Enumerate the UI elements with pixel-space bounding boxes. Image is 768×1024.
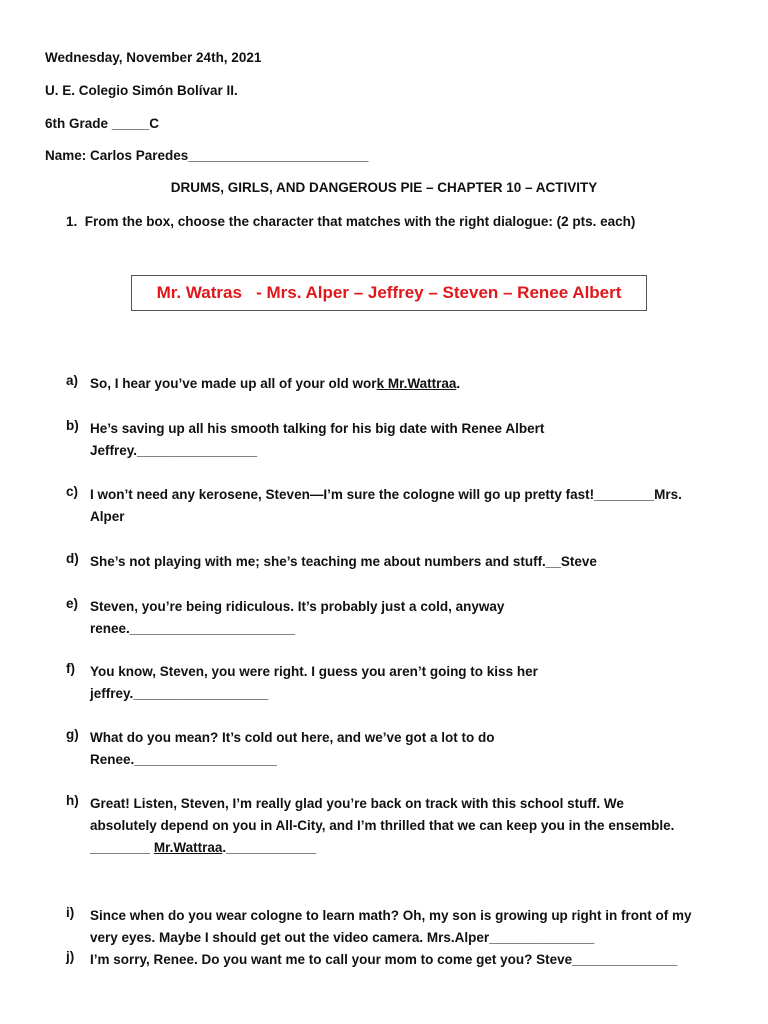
question-text: So, I hear you’ve made up all of your old wor xyxy=(90,376,377,391)
question-label: d) xyxy=(66,551,79,566)
question-text: She’s not playing with me; she’s teaching me about numbers and stuff.__Steve xyxy=(90,554,597,569)
question-text-2: absolutely depend on you in All-City, and I’m thrilled that we can keep you in the ensemble. xyxy=(90,818,675,833)
answer-line: Alper xyxy=(90,509,125,524)
question-text: I’m sorry, Renee. Do you want me to call your mom to come get you? Steve______________ xyxy=(90,952,678,967)
answer-line: renee.______________________ xyxy=(90,621,295,636)
answer-line: jeffrey.__________________ xyxy=(90,686,269,701)
question-c xyxy=(66,484,746,528)
question-label: c) xyxy=(66,484,79,499)
question-label: i) xyxy=(66,905,75,920)
answer-blank: ________ xyxy=(90,840,154,855)
school-line: U. E. Colegio Simón Bolívar II. xyxy=(45,83,238,98)
question-text: Great! Listen, Steven, I’m really glad you’re back on track with this school stuff. We xyxy=(90,796,624,811)
instruction-number: 1. xyxy=(66,214,78,229)
question-a xyxy=(66,373,746,395)
question-f xyxy=(66,661,746,705)
question-h xyxy=(66,793,746,859)
character-box: Mr. Watras - Mrs. Alper – Jeffrey – Steven – Renee Albert xyxy=(131,275,647,311)
question-g xyxy=(66,727,746,771)
question-label: h) xyxy=(66,793,79,808)
answer-underlined: Mr.Wattraa xyxy=(153,840,223,855)
question-label: b) xyxy=(66,418,79,433)
answer-line: very eyes. Maybe I should get out the video camera. Mrs.Alper______________ xyxy=(90,930,595,945)
question-text: I won’t need any kerosene, Steven—I’m sure the cologne will go up pretty fast!________Mrs. xyxy=(90,487,682,502)
question-j xyxy=(66,949,746,971)
question-b xyxy=(66,418,746,462)
question-label: e) xyxy=(66,596,79,611)
answer-underlined: k Mr.Wattraa xyxy=(376,376,457,391)
question-text: You know, Steven, you were right. I guess you aren’t going to kiss her xyxy=(90,664,538,679)
date-line: Wednesday, November 24th, 2021 xyxy=(45,50,262,65)
answer-line: Jeffrey.________________ xyxy=(90,443,258,458)
student-name-line: Name: Carlos Paredes________________________ xyxy=(45,148,369,163)
question-text: Since when do you wear cologne to learn math? Oh, my son is growing up right in front of my xyxy=(90,908,692,923)
question-e xyxy=(66,596,746,640)
question-label: f) xyxy=(66,661,75,676)
activity-title: DRUMS, GIRLS, AND DANGEROUS PIE – CHAPTER 10 – ACTIVITY xyxy=(170,180,598,195)
question-label: a) xyxy=(66,373,79,388)
question-text: He’s saving up all his smooth talking for his big date with Renee Albert xyxy=(90,421,545,436)
answer-line: Renee.___________________ xyxy=(90,752,277,767)
grade-line: 6th Grade _____C xyxy=(45,116,160,131)
question-d xyxy=(66,551,746,573)
question-text: What do you mean? It’s cold out here, and we’ve got a lot to do xyxy=(90,730,495,745)
question-text: Steven, you’re being ridiculous. It’s probably just a cold, anyway xyxy=(90,599,505,614)
question-label: g) xyxy=(66,727,79,742)
answer-line xyxy=(90,837,746,859)
instruction-text: From the box, choose the character that matches with the right dialogue: (2 pts. each) xyxy=(84,214,636,229)
answer-blank-end: .____________ xyxy=(222,840,317,855)
question-text-end: . xyxy=(456,376,461,391)
instruction xyxy=(66,214,635,229)
question-label: j) xyxy=(66,949,75,964)
question-i xyxy=(66,905,746,949)
